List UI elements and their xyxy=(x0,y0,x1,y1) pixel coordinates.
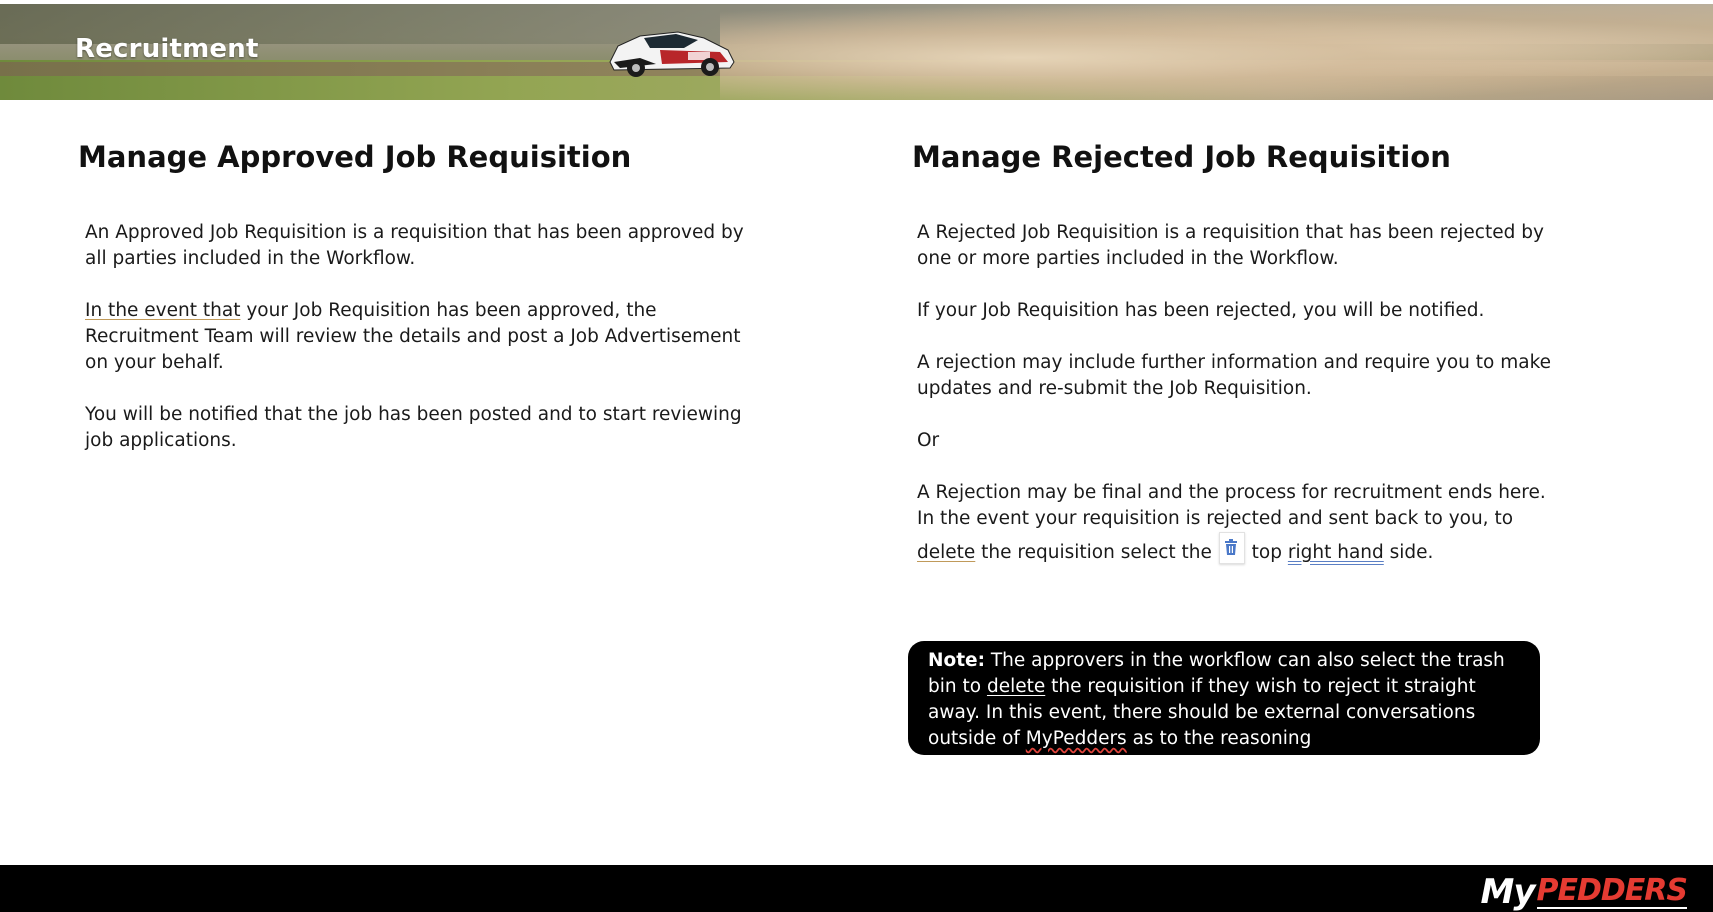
rally-car-image xyxy=(600,22,740,80)
trash-icon[interactable] xyxy=(1219,532,1245,564)
logo-pedders: PEDDERS xyxy=(1536,873,1687,908)
banner-title: Recruitment xyxy=(75,34,259,64)
approved-heading: Manage Approved Job Requisition xyxy=(78,140,632,174)
rejected-paragraph-3: A rejection may include further information and require you to make updates and re-submit the Job Requisition. xyxy=(917,352,1552,399)
approved-paragraph-3: You will be notified that the job has been posted and to start reviewing job applications. xyxy=(85,404,742,451)
approved-paragraph-1: An Approved Job Requisition is a requisition that has been approved by all parties included in the Workflow. xyxy=(85,222,744,269)
dust-cloud-image xyxy=(720,6,1713,100)
rejected-heading: Manage Rejected Job Requisition xyxy=(912,140,1451,174)
rejected-description xyxy=(917,220,1567,592)
rejected-paragraph-or: Or xyxy=(917,430,940,451)
footer-bar xyxy=(0,865,1713,912)
note-label: Note: xyxy=(928,650,985,671)
approved-description xyxy=(85,220,745,480)
approved-underlined-phrase: In the event that xyxy=(85,300,241,321)
note-mypedders-word: MyPedders xyxy=(1025,728,1127,749)
mypedders-logo xyxy=(1480,869,1688,912)
rejected-paragraph-1: A Rejected Job Requisition is a requisition that has been rejected by one or more parties included in the Workflow. xyxy=(917,222,1544,269)
note-delete-word: delete xyxy=(986,676,1046,697)
rejected-paragraph-2: If your Job Requisition has been rejected, you will be notified. xyxy=(917,300,1485,321)
approved-paragraph-2 xyxy=(85,298,745,376)
delete-word: delete xyxy=(917,542,976,563)
header-banner xyxy=(0,4,1713,100)
rejected-paragraph-5: A Rejection may be final and the process for recruitment ends here. In the event your requisition is rejected and sent back to you, to delete the requisition select the top right hand side. xyxy=(917,482,1546,563)
approved-paragraph-2-rest: your Job Requisition has been approved, the Recruitment Team will review the details and post a Job Advertisement on your behalf. xyxy=(85,300,741,373)
right-hand-phrase: right hand xyxy=(1287,542,1384,563)
note-callout: Note: The approvers in the workflow can also select the trash bin to delete the requisition if they wish to reject it straight away. In this event, there should be external conversations outside of MyPedders as to the reasoning xyxy=(908,641,1540,755)
logo-my: My xyxy=(1480,872,1535,912)
